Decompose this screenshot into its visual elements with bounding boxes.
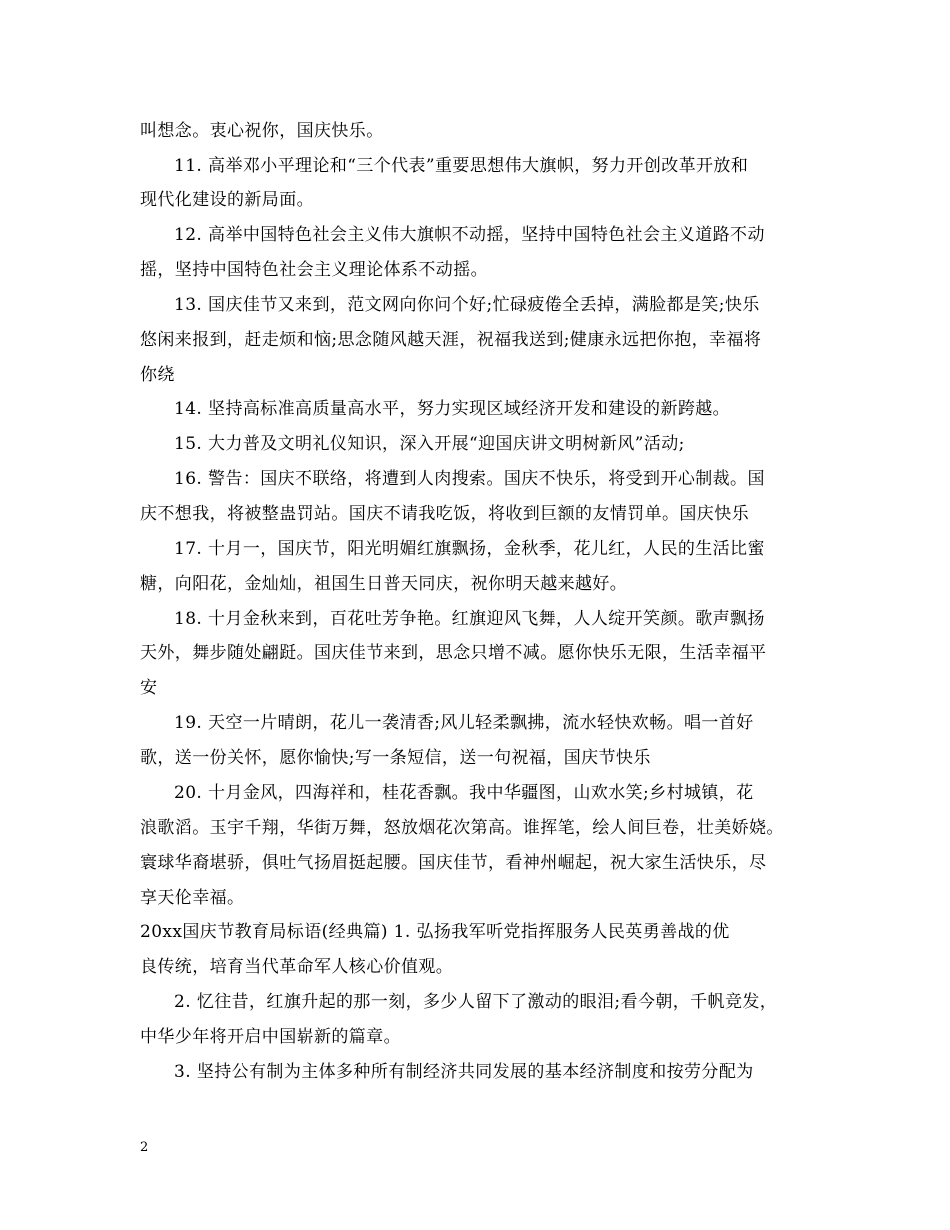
text-line: 你绕 [140, 365, 175, 385]
text-line: 3. 坚持公有制为主体多种所有制经济共同发展的基本经济制度和按劳分配为 [174, 1062, 754, 1082]
text-line: 20. 十月金风，四海祥和，桂花香飘。我中华疆图，山欢水笑;乡村城镇，花 [174, 783, 754, 803]
text-line: 15. 大力普及文明礼仪知识，深入开展“迎国庆讲文明树新风”活动; [174, 434, 685, 454]
text-line: 16. 警告：国庆不联络，将遭到人肉搜索。国庆不快乐，将受到开心制裁。国 [174, 469, 765, 489]
text-line: 享天伦幸福。 [140, 888, 245, 908]
text-line: 2. 忆往昔，红旗升起的那一刻，多少人留下了激动的眼泪;看今朝，千帆竞发， [174, 992, 778, 1012]
text-line: 糖，向阳花，金灿灿，祖国生日普天同庆，祝你明天越来越好。 [140, 574, 628, 594]
text-line: 安 [140, 678, 158, 698]
page-number: 2 [140, 1140, 149, 1155]
text-line: 12. 高举中国特色社会主义伟大旗帜不动摇，坚持中国特色社会主义道路不动 [174, 225, 765, 245]
text-line: 良传统，培育当代革命军人核心价值观。 [140, 957, 454, 977]
text-line: 悠闲来报到，赶走烦和恼;思念随风越天涯，祝福我送到;健康永远把你抱，幸福将 [140, 330, 762, 350]
section-heading-line: 20xx国庆节教育局标语(经典篇) 1. 弘扬我军听党指挥服务人民英勇善战的优 [140, 922, 730, 942]
text-line: 18. 十月金秋来到，百花吐芳争艳。红旗迎风飞舞，人人绽开笑颜。歌声飘扬 [174, 609, 765, 629]
text-line: 摇，坚持中国特色社会主义理论体系不动摇。 [140, 260, 488, 280]
text-line: 叫想念。衷心祝你，国庆快乐。 [140, 121, 384, 141]
text-line: 现代化建设的新局面。 [140, 190, 314, 210]
text-line: 19. 天空一片晴朗，花儿一袭清香;风儿轻柔飘拂，流水轻快欢畅。唱一首好 [174, 713, 754, 733]
text-line: 中华少年将开启中国崭新的篇章。 [140, 1027, 401, 1047]
text-line: 14. 坚持高标准高质量高水平，努力实现区域经济开发和建设的新跨越。 [174, 399, 731, 419]
text-line: 13. 国庆佳节又来到，范文网向你问个好;忙碌疲倦全丢掉，满脸都是笑;快乐 [174, 295, 760, 315]
text-line: 浪歌滔。玉宇千翔，华街万舞，怒放烟花次第高。谁挥笔，绘人间巨卷，壮美娇娆。 [140, 818, 784, 838]
text-line: 歌，送一份关怀，愿你愉快;写一条短信，送一句祝福，国庆节快乐 [140, 748, 651, 768]
text-line: 11. 高举邓小平理论和“三个代表”重要思想伟大旗帜，努力开创改革开放和 [174, 156, 749, 176]
text-line: 寰球华裔堪骄，俱吐气扬眉挺起腰。国庆佳节，看神州崛起，祝大家生活快乐，尽 [140, 853, 767, 873]
text-line: 庆不想我，将被整蛊罚站。国庆不请我吃饭，将收到巨额的友情罚单。国庆快乐 [140, 504, 749, 524]
text-line: 17. 十月一，国庆节，阳光明媚红旗飘扬，金秋季，花儿红，人民的生活比蜜 [174, 539, 765, 559]
text-line: 天外，舞步随处翩跹。国庆佳节来到，思念只增不减。愿你快乐无限，生活幸福平 [140, 643, 767, 663]
